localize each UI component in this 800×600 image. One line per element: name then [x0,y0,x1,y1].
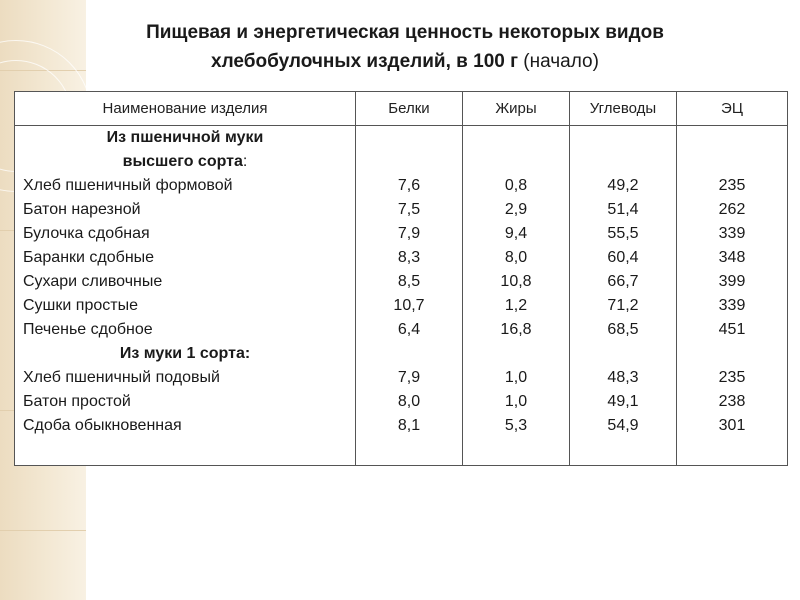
spacer [463,342,569,366]
fat-value: 5,3 [504,417,528,434]
strip-line [0,530,86,531]
header-protein: Белки [388,100,430,117]
carbs-value: 71,2 [607,297,639,314]
product-name: Сухари сливочные [23,273,163,290]
fat-value: 1,0 [504,393,528,410]
header-energy: ЭЦ [721,100,743,117]
protein-value: 7,5 [397,201,421,218]
title-line-2 [60,47,750,76]
protein-column [356,174,462,438]
product-name: Хлеб пшеничный подовый [23,369,220,386]
protein-value: 8,1 [397,417,421,434]
product-name: Баранки сдобные [23,249,155,266]
fat-value: 1,2 [504,297,528,314]
product-name: Батон нарезной [23,201,141,218]
carbs-value: 49,2 [607,177,639,194]
fat-value: 9,4 [504,225,528,242]
protein-value: 7,9 [397,225,421,242]
group-heading-main: высшего сорта [122,153,243,170]
group-heading-suffix: : [242,153,248,170]
carbs-column [570,174,676,438]
group-heading: Из муки 1 сорта: [119,345,251,362]
header-carbs: Углеводы [589,100,657,117]
energy-value: 262 [718,201,746,218]
group-heading [15,150,355,174]
product-name: Сдоба обыкновенная [23,417,182,434]
spacer [570,342,676,366]
carbs-value: 54,9 [607,417,639,434]
header-fat: Жиры [495,100,537,117]
carbs-value: 51,4 [607,201,639,218]
name-column [15,126,355,438]
carbs-value: 48,3 [607,369,639,386]
fat-value: 16,8 [500,321,532,338]
fat-value: 10,8 [500,273,532,290]
product-name: Хлеб пшеничный формовой [23,177,233,194]
carbs-value: 68,5 [607,321,639,338]
spacer [677,342,787,366]
header-name: Наименование изделия [102,100,268,117]
fat-value: 0,8 [504,177,528,194]
group-heading: Из пшеничной муки [106,129,264,146]
product-name: Сушки простые [23,297,138,314]
protein-value: 8,0 [397,393,421,410]
product-name: Печенье сдобное [23,321,153,338]
energy-value: 348 [718,249,746,266]
table-header-row [15,92,787,126]
carbs-value: 49,1 [607,393,639,410]
energy-value: 451 [718,321,746,338]
energy-value: 235 [718,177,746,194]
protein-value: 8,3 [397,249,421,266]
product-name: Батон простой [23,393,131,410]
energy-column [677,174,787,438]
energy-value: 301 [718,417,746,434]
protein-value: 10,7 [393,297,425,314]
energy-value: 339 [718,297,746,314]
protein-value: 8,5 [397,273,421,290]
carbs-value: 60,4 [607,249,639,266]
nutrition-table [14,91,788,466]
fat-column [463,174,569,438]
protein-value: 7,6 [397,177,421,194]
carbs-value: 66,7 [607,273,639,290]
spacer [356,342,462,366]
energy-value: 238 [718,393,746,410]
energy-value: 399 [718,273,746,290]
title-line-1: Пищевая и энергетическая ценность некоторых видов [146,22,664,43]
protein-value: 7,9 [397,369,421,386]
fat-value: 8,0 [504,249,528,266]
fat-value: 1,0 [504,369,528,386]
title-line-2-main: хлебобулочных изделий, в 100 г [211,51,519,72]
slide-title [60,18,750,76]
energy-value: 235 [718,369,746,386]
title-line-2-suffix: (начало) [523,51,599,72]
product-name: Булочка сдобная [23,225,150,242]
protein-value: 6,4 [397,321,421,338]
fat-value: 2,9 [504,201,528,218]
energy-value: 339 [718,225,746,242]
carbs-value: 55,5 [607,225,639,242]
